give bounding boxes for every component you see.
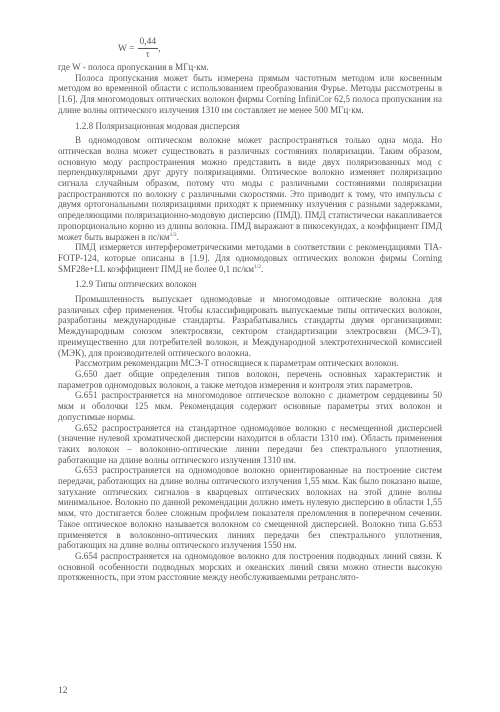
formula-denominator: τ [145,50,150,60]
bandwidth-formula [118,36,161,61]
formula-lhs: W = [118,43,135,54]
formula-numerator: 0,44 [139,37,157,47]
paragraph: G.652 распространяется на стандартное одномодовое волокно с несмещенной дисперсией (значение нулевой хроматической дисперсии находится в области 1310 нм). Область применения таких волокон – волоконно-оптические линии передачи без спектрального уплотнения, работающие на длине волны оптического излучения 1310 нм. [58,422,442,465]
section-heading: 1.2.9 Типы оптических волокон [75,279,197,290]
section-heading: 1.2.8 Поляризационная модовая дисперсия [75,120,240,131]
formula-trail: , [158,43,161,54]
paragraph: где W - полоса пропускания в МГц·км. [58,62,209,72]
unit-exponent: 1/2 [253,263,261,270]
formula-fraction [138,36,159,61]
paragraph [58,135,442,242]
paragraph-end: . [260,263,264,274]
paragraph [58,242,442,274]
paragraph: Рассмотрим рекомендации МСЭ-Т относящиеся к параметрам оптических волокон. [75,358,399,369]
paragraph-text: ПМД измеряется интерферометрическими методами в соответствии с рекомендациями TIA-FOTP-124, которые описаны в [1.9]. Для одномодовых оптических волокон фирмы Corning SMF28e+LL коэффициент ПМД не более 0,1 пс/км [58,242,442,274]
paragraph: Промышленность выпускает одномодовые и многомодовые оптические волокна для различных сфер применения. Чтобы классифицировать выпускаемые типы оптических волокон, разработаны международные стандарты. Разрабатывались стандарты двумя организациями: Международным союзом электросвязи, сектором стандартизации электросвязи (МСЭ-Т), преимущественно для потребителей волокон, и Международной электротехнической комиссией (МЭК), для производителей оптического волокна. [58,294,442,358]
paragraph: G.654 распространяется на одномодовое волокно для построения подводных линий связи. К основной особенности подводных морских и океанских линий связи можно отнести высокую протяженность, при этом расстояние между необслуживаемыми ретранслято- [58,550,442,583]
paragraph-text: В одномодовом оптическом волокне может распространяться только одна мода. Но оптическая волна может существовать в различных состояниях поляризации. Таким образом, основную моду распространения можно представить в виде двух поляризованных мод с перпендикулярными друг другу поляризациями. Оптическое волокно изменяет поляризацию сигнала случайным образом, потому что моды с различными состояниями поляризации распространяются по волокну с различными скоростями. Это приводит к тому, что импульсы с двумя ортогональными поляризациями приходят к приемнику излучения с разными задержками, определяющими поляризационно-модовую дисперсию (ПМД). ПМД статистически накапливается пропорционально корню из длины волокна. ПМД выражают в пикосекундах, а коэффициент ПМД может быть выражен в пс/км [58,135,442,242]
paragraph: Полоса пропускания может быть измерена прямым частотным методом или косвенным методом во временной области с использованием преобразования Фурье. Методы рассмотрены в [1.6]. Для многомодовых оптических волокон фирмы Corning InfiniCor 62,5 полоса пропускания на длине волны оптического излучения 1310 нм составляет не менее 500 МГц·км. [58,72,442,115]
paragraph: G.653 распространяется на одномодовое волокно ориентированные на построение систем передачи, работающих на длине волны оптического излучения 1,55 мкм. Как было показано выше, затухание оптических сигналов в кварцевых оптических волокнах на этой длине волны минимальное. Волокно по данной рекомендации должно иметь нулевую дисперсию в области 1,55 мкм, что достигается более сложным профилем показателя преломления в поперечном сечении. Такое оптическое волокно называется волокном со смещенной дисперсией. Волокно типа G.653 применяется в волоконно-оптических линиях передачи без спектрального уплотнения, работающих на длине волны оптического излучения 1550 нм. [58,465,442,551]
body-text [58,62,442,583]
paragraph-end: . [176,231,179,242]
page-number: 12 [58,686,68,696]
paragraph: G.650 дает общие определения типов волокон, перечень основных характеристик и параметров одномодовых волокон, а также методов измерения и контроля этих параметров. [58,368,442,390]
paragraph: G.651 распространяется на многомодовое оптическое волокно с диаметром сердцевины 50 мкм и оболочки 125 мкм. Рекомендация содержит основные параметры этих волокон и допустимые нормы. [58,390,442,422]
unit-exponent: 1/2 [169,231,177,238]
